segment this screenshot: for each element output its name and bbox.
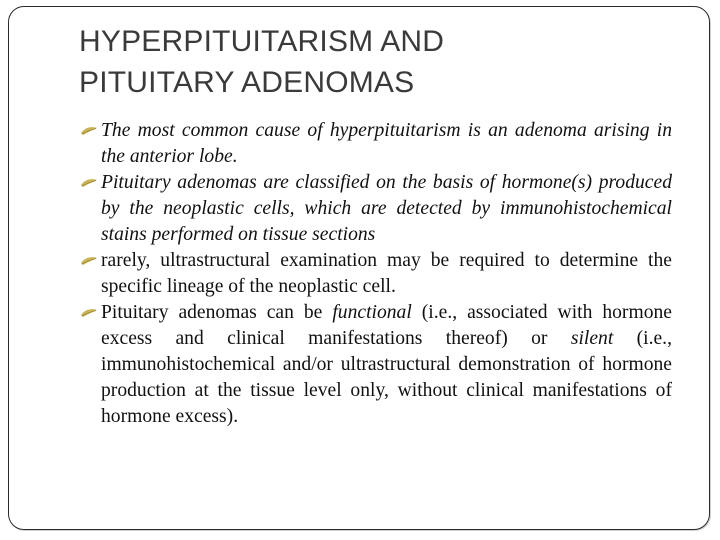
bullet-item bbox=[79, 300, 672, 430]
bullet-text: rarely, ultrastructural examination may be required to determine the specific lineage of the neoplastic cell. bbox=[101, 250, 672, 297]
leaf-bullet-icon bbox=[79, 300, 99, 326]
bullet-emphasis-silent: silent bbox=[570, 328, 614, 349]
bullet-item bbox=[79, 118, 672, 170]
bullet-item bbox=[79, 248, 672, 300]
leaf-bullet-icon bbox=[79, 170, 99, 196]
leaf-bullet-icon bbox=[79, 118, 99, 144]
bullet-text: Pituitary adenomas are classified on the basis of hormone(s) produced by the neoplastic cells, which are detected by immunohistochemical stains performed on tissue sections bbox=[101, 172, 672, 245]
bullet-emphasis-functional: functional bbox=[332, 302, 412, 323]
slide-title-line-2: PITUITARY ADENOMAS bbox=[79, 66, 415, 99]
bullet-item bbox=[79, 170, 672, 248]
bullet-text: The most common cause of hyperpituitarism is an adenoma arising in the anterior lobe. bbox=[101, 120, 672, 167]
leaf-bullet-icon bbox=[79, 248, 99, 274]
bullet-text-part: (i.e., associated with hormone excess and clinical manifestations thereof) or bbox=[101, 302, 672, 349]
bullet-text-part: Pituitary adenomas can be bbox=[101, 302, 333, 323]
slide-title bbox=[79, 21, 679, 103]
slide-title-line-1: HYPERPITUITARISM AND bbox=[79, 25, 445, 58]
bullet-list bbox=[79, 118, 672, 430]
bullet-text-part: (i.e., immunohistochemical and/or ultrastructural demonstration of hormone production at the tissue level only, without clinical manifestations of hormone excess). bbox=[101, 328, 672, 427]
